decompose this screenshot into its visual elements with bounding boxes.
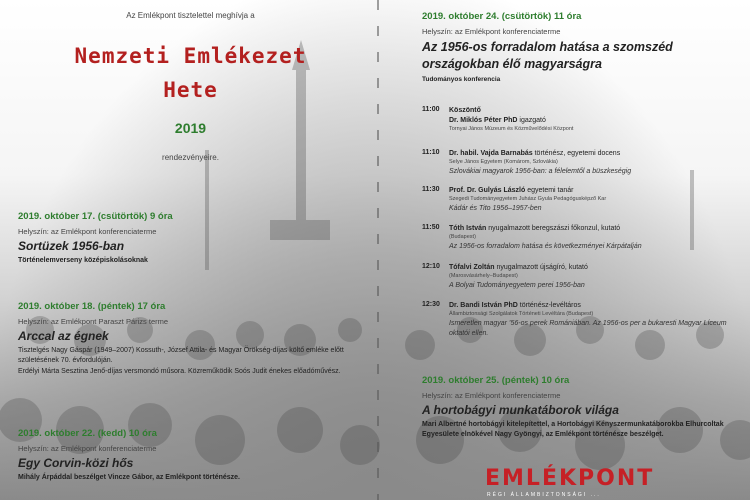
- main-title-line1: Nemzeti Emlékezet: [74, 44, 307, 68]
- speaker-name: Dr. habil. Vajda Barnabás: [449, 150, 533, 157]
- speaker-name: Prof. Dr. Gulyás László: [449, 187, 526, 194]
- event-venue: Helyszín: az Emlékpont konferenciaterme: [18, 227, 157, 236]
- schedule-line: Köszöntő: [449, 107, 481, 114]
- logo-wordmark: EMLÉKPONT: [485, 466, 655, 491]
- event-title: Sortüzek 1956-ban: [18, 239, 125, 253]
- event-date: 2019. október 18. (péntek) 17 óra: [18, 301, 166, 312]
- speaker-role: történész-levéltáros: [517, 302, 581, 309]
- event-oct18: [18, 301, 363, 376]
- event-venue: Helyszín: az Emlékpont konferenciaterme: [422, 27, 561, 36]
- event-venue: Helyszín: az Emlékpont konferenciaterme: [18, 444, 157, 453]
- event-date: 2019. október 24. (csütörtök) 11 óra: [422, 11, 582, 22]
- conference-title: Az 1956-os forradalom hatása a szomszéd országokban élő magyarságra: [422, 40, 673, 71]
- event-note: Történelemverseny középiskolásoknak: [18, 257, 148, 264]
- event-date: 2019. október 25. (péntek) 10 óra: [422, 375, 570, 386]
- invitation-outro: rendezvényeire.: [162, 153, 219, 162]
- event-venue: Helyszín: az Emlékpont konferenciaterme: [422, 391, 561, 400]
- speaker-name: Dr. Bandi István PhD: [449, 302, 518, 309]
- schedule-time: 11:00: [422, 106, 440, 113]
- speaker-role: egyetemi tanár: [525, 187, 574, 194]
- speaker-role: nyugalmazott újságíró, kutató: [494, 264, 588, 271]
- logo-subtitle: RÉGI ÁLLAMBIZTONSÁGI ...: [487, 492, 601, 498]
- schedule-time: 11:50: [422, 224, 440, 231]
- schedule-time: 11:30: [422, 186, 440, 193]
- event-title: Egy Corvin-közi hős: [18, 456, 134, 470]
- schedule-time: 12:30: [422, 301, 440, 308]
- talk-title: Szlovákiai magyarok 1956-ban: a félelemtől a büszkeségig: [449, 168, 632, 176]
- event-title: A hortobágyi munkatáborok világa: [422, 403, 619, 417]
- column-divider: [377, 0, 379, 500]
- talk-title: Az 1956-os forradalom hatása és következményei Kárpátalján: [449, 243, 642, 251]
- main-year: 2019: [174, 120, 207, 136]
- speaker-institution: (Marosvásárhely–Budapest): [449, 273, 518, 280]
- schedule-time: 11:10: [422, 149, 440, 156]
- speaker-institution: Tornyai János Múzeum és Közművelődési Központ: [449, 126, 574, 133]
- event-oct17: [18, 211, 363, 266]
- speaker-name: Tóth István: [449, 225, 487, 232]
- event-oct22: [18, 428, 363, 483]
- event-venue: Helyszín: az Emlékpont Paraszt Párizs terme: [18, 317, 169, 326]
- event-date: 2019. október 17. (csütörtök) 9 óra: [18, 211, 173, 222]
- event-note: Tisztelgés Nagy Gáspár (1949–2007) Kossuth-, József Attila- és Magyar Örökség-díjas költő emléke előtt születésének 70. évfordulóján.: [18, 347, 344, 364]
- event-note: Mihály Árpáddal beszélget Vincze Gábor, az Emlékpont történésze.: [18, 474, 240, 481]
- event-title: Arccal az égnek: [18, 329, 109, 343]
- speaker-name: Dr. Miklós Péter PhD: [449, 117, 518, 125]
- speaker-name: Tófalvi Zoltán: [449, 264, 495, 271]
- event-note: Mari Albertné hortobágyi kitelepítettel, a Hortobágyi Kényszermunkatáborokba Elhurcoltak Egyesülete elnökével Nagy Gyöngyi, az Emlékpont történésze beszélget.: [422, 421, 724, 438]
- main-title-line2: Hete: [163, 78, 218, 102]
- talk-title: A Bolyai Tudományegyetem perei 1956-ban: [449, 282, 585, 290]
- speaker-institution: Állambiztonsági Szolgálatok Történeti Levéltára (Budapest): [449, 311, 594, 318]
- speaker-institution: Szegedi Tudományegyetem Juhász Gyula Pedagógusképző Kar: [449, 196, 607, 203]
- event-oct25: [422, 375, 744, 440]
- talk-title: Kádár és Tito 1956–1957-ben: [449, 205, 542, 213]
- talk-title: Ismeretlen magyar ’56-os perek Romániában. Az 1956-os per a bukaresti Magyar Líceum oktatói ellen.: [449, 320, 727, 338]
- event-note: Erdélyi Márta Sesztina Jenő-díjas versmondó műsora. Közreműködik Soós Judit énekes előadóművész.: [18, 367, 341, 375]
- speaker-role: igazgató: [517, 117, 546, 125]
- event-date: 2019. október 22. (kedd) 10 óra: [18, 428, 157, 439]
- emlekpont-logo: [485, 464, 675, 500]
- event-oct24: [422, 11, 744, 83]
- schedule-time: 12:10: [422, 263, 440, 270]
- invitation-intro: Az Emlékpont tisztelettel meghívja a: [126, 11, 255, 20]
- speaker-institution: Selye János Egyetem (Komárom, Szlovákia): [449, 159, 558, 166]
- speaker-role: történész, egyetemi docens: [532, 150, 621, 157]
- speaker-role: nyugalmazott beregszászi főkonzul, kutató: [486, 225, 621, 232]
- conference-subtitle: Tudományos konferencia: [422, 75, 501, 83]
- speaker-institution: (Budapest): [449, 234, 476, 241]
